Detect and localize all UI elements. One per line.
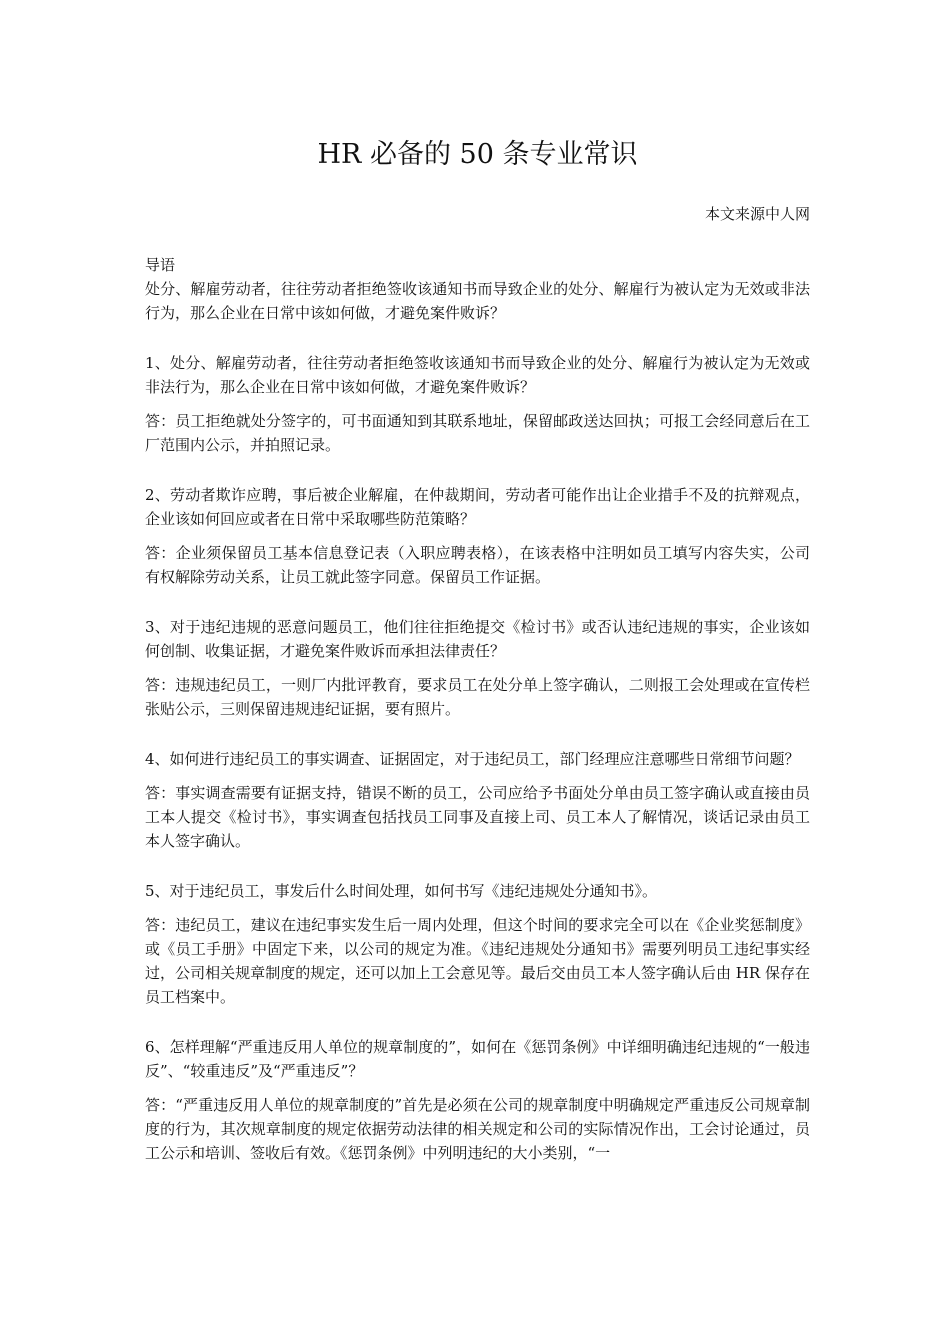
intro-label: 导语 xyxy=(145,256,176,274)
document-body xyxy=(145,253,810,1191)
answer-2: 答：企业须保留员工基本信息登记表（入职应聘表格），在该表格中注明如员工填写内容失实，公司有权解除劳动关系，让员工就此签字同意。保留员工作证据。 xyxy=(145,544,810,586)
answer-3: 答：违规违纪员工，一则厂内批评教育，要求员工在处分单上签字确认，二则报工会处理或在宣传栏张贴公示，三则保留违规违纪证据，要有照片。 xyxy=(145,676,810,718)
question-5: 5、对于违纪员工，事发后什么时间处理，如何书写《违纪违规处分通知书》。 xyxy=(145,882,658,900)
answer-1: 答：员工拒绝就处分签字的，可书面通知到其联系地址，保留邮政送达回执；可报工会经同意后在工厂范围内公示，并拍照记录。 xyxy=(145,412,810,454)
answer-4: 答：事实调查需要有证据支持，错误不断的员工，公司应给予书面处分单由员工签字确认或直接由员工本人提交《检讨书》，事实调查包括找员工同事及直接上司、员工本人了解情况，谈话记录由员工本人签字确认。 xyxy=(145,784,810,850)
document-title: HR 必备的 50 条专业常识 xyxy=(317,139,638,170)
question-2: 2、劳动者欺诈应聘，事后被企业解雇，在仲裁期间，劳动者可能作出让企业措手不及的抗辩观点，企业该如何回应或者在日常中采取哪些防范策略？ xyxy=(145,486,810,528)
answer-6: 答：“严重违反用人单位的规章制度的”首先是必须在公司的规章制度中明确规定严重违反公司规章制度的行为，其次规章制度的规定依据劳动法律的相关规定和公司的实际情况作出，工会讨论通过，员工公示和培训、签收后有效。《惩罚条例》中列明违纪的大小类别，“一 xyxy=(145,1096,810,1162)
question-3: 3、对于违纪违规的恶意问题员工，他们往往拒绝提交《检讨书》或否认违纪违规的事实，企业该如何创制、收集证据，才避免案件败诉而承担法律责任？ xyxy=(145,618,810,660)
question-4: 4、如何进行违纪员工的事实调查、证据固定，对于违纪员工，部门经理应注意哪些日常细节问题？ xyxy=(145,750,800,768)
question-6: 6、怎样理解“严重违反用人单位的规章制度的”，如何在《惩罚条例》中详细明确违纪违规的“一般违反”、“较重违反”及“严重违反”？ xyxy=(145,1038,810,1080)
intro-text: 处分、解雇劳动者，往往劳动者拒绝签收该通知书而导致企业的处分、解雇行为被认定为无效或非法行为，那么企业在日常中该如何做，才避免案件败诉？ xyxy=(145,280,810,322)
question-1: 1、处分、解雇劳动者，往往劳动者拒绝签收该通知书而导致企业的处分、解雇行为被认定为无效或非法行为，那么企业在日常中该如何做，才避免案件败诉？ xyxy=(145,354,810,396)
answer-5: 答：违纪员工，建议在违纪事实发生后一周内处理，但这个时间的要求完全可以在《企业奖惩制度》或《员工手册》中固定下来，以公司的规定为准。《违纪违规处分通知书》需要列明员工违纪事实经过，公司相关规章制度的规定，还可以加上工会意见等。最后交由员工本人签字确认后由 HR 保存在员工档案中。 xyxy=(145,916,810,1006)
document-source: 本文来源中人网 xyxy=(704,205,810,223)
